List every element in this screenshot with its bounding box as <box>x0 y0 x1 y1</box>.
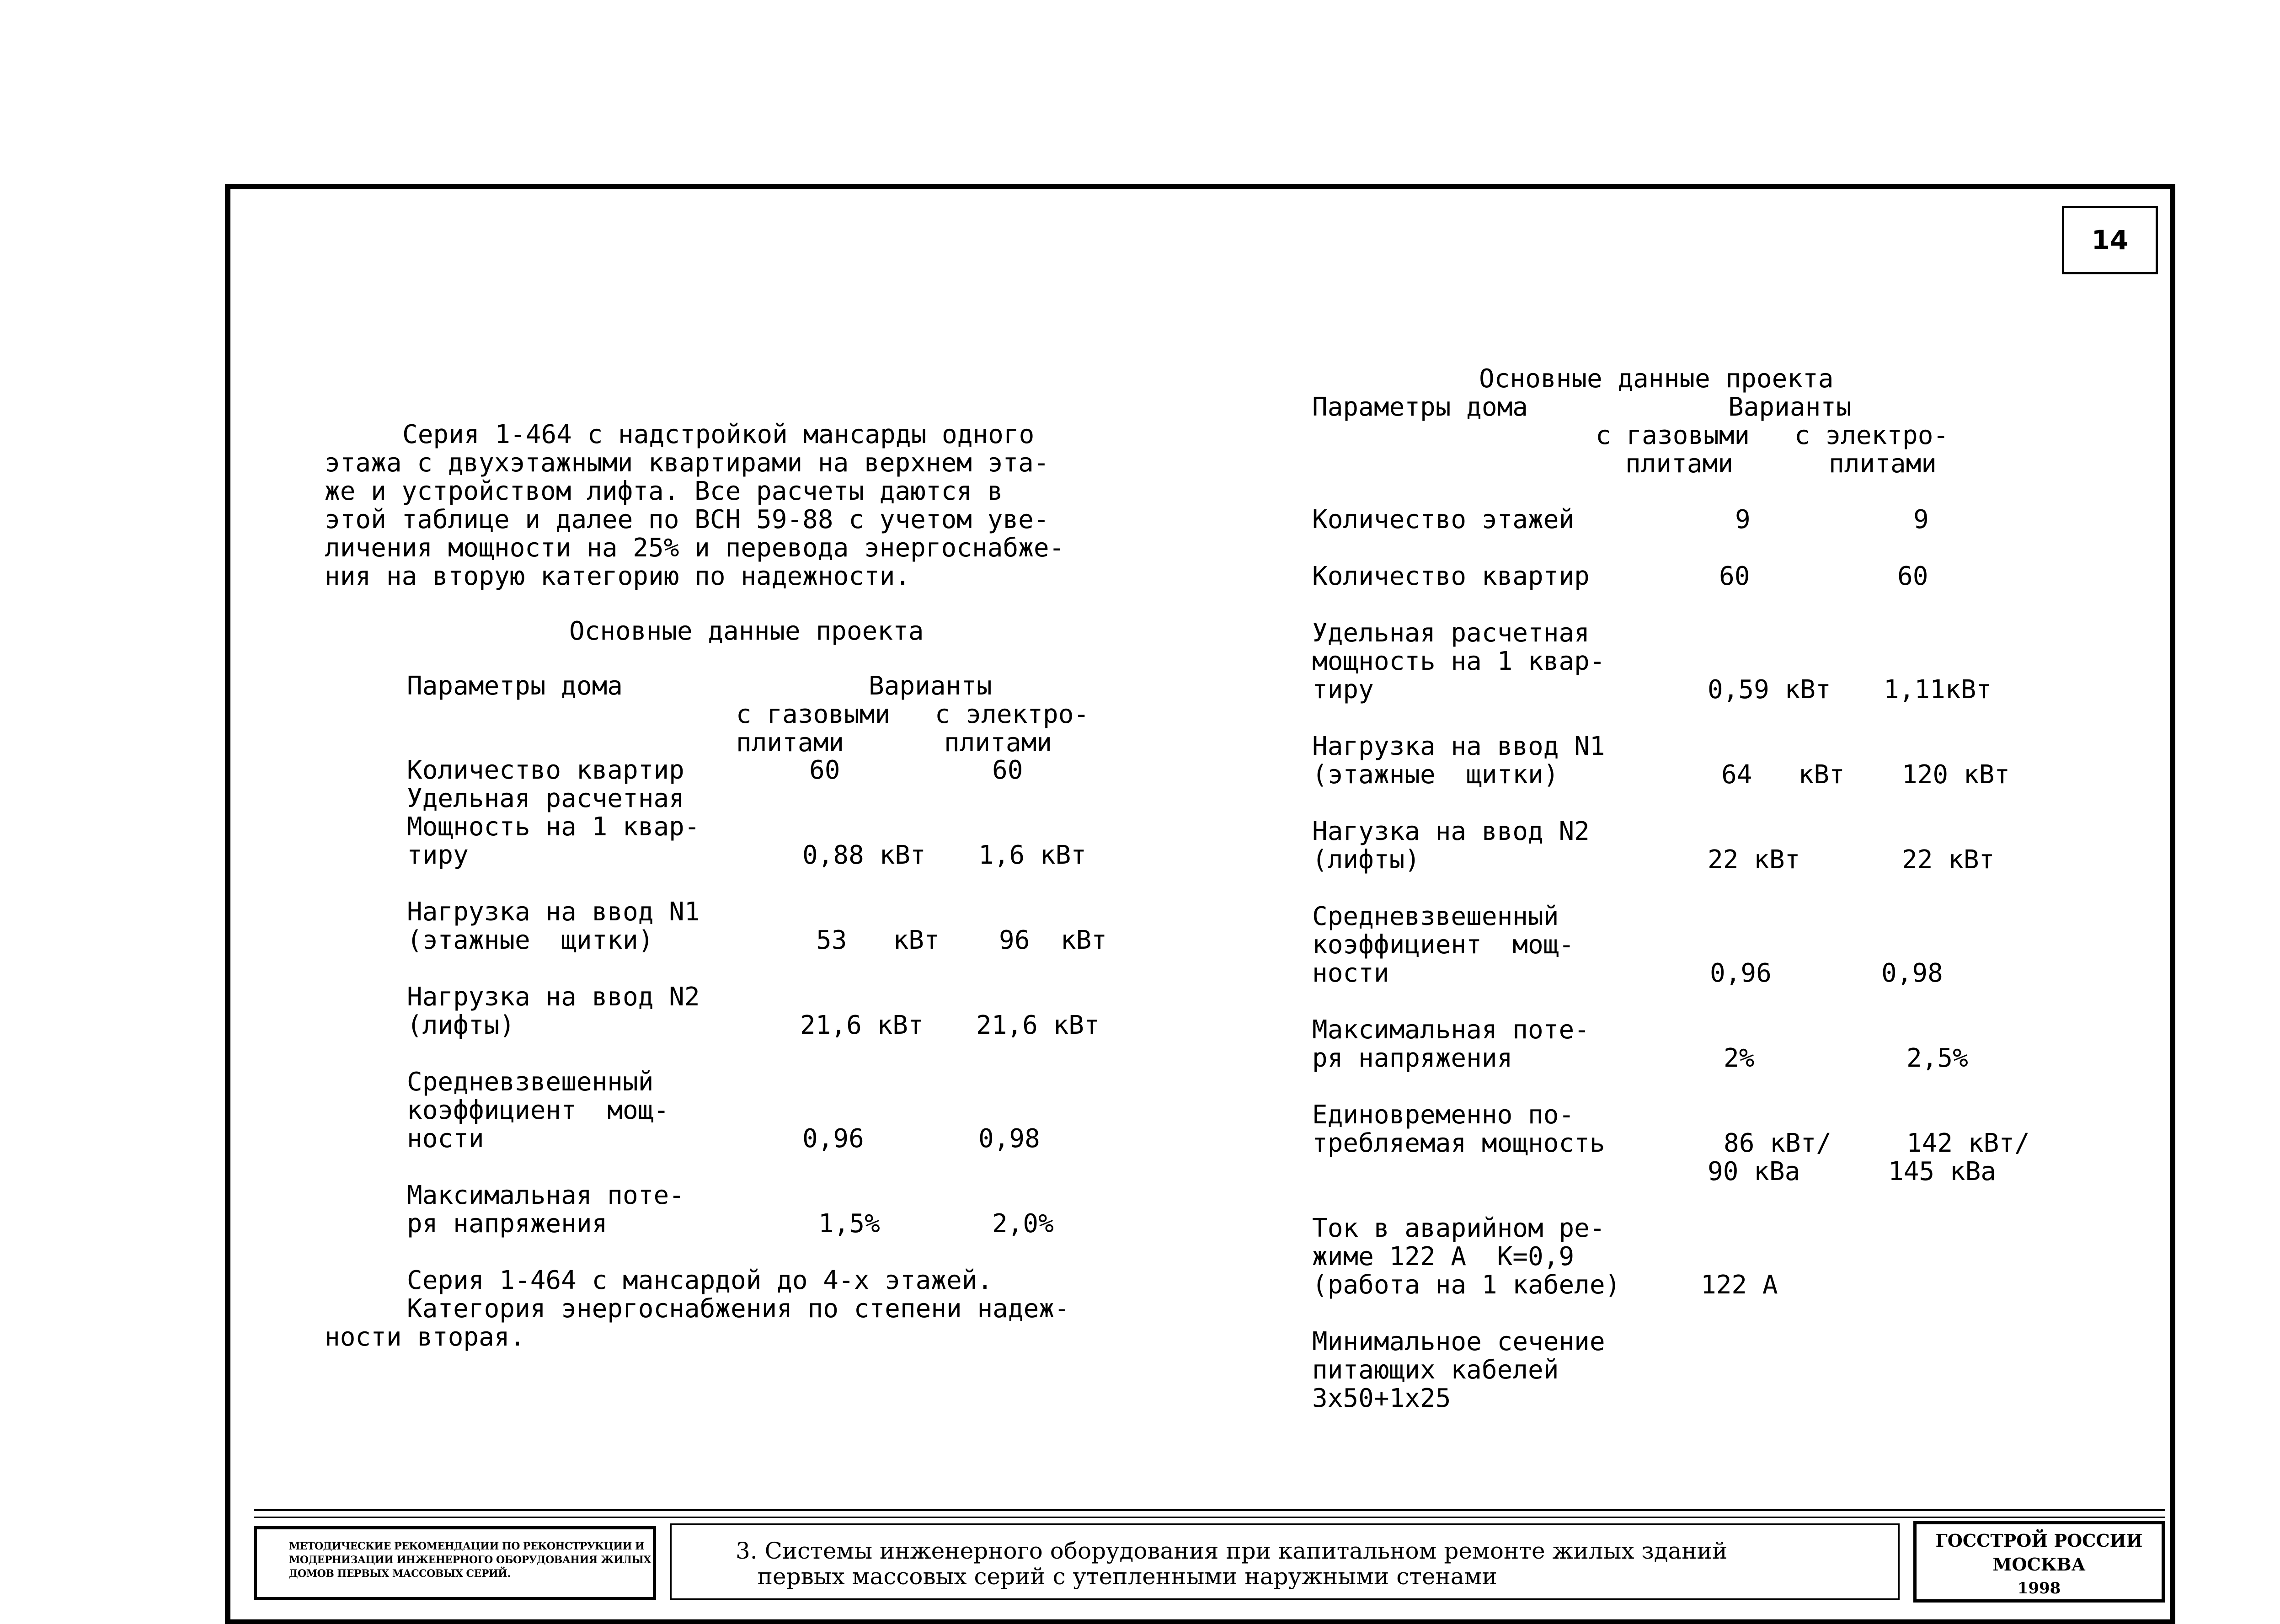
page-number: 14 <box>2062 206 2158 274</box>
left-row-label: Нагрузка на ввод N2 <box>407 982 700 1012</box>
intro-line: же и устройством лифта. Все расчеты даются в <box>325 476 1003 506</box>
right-row-label: 3х50+1х25 <box>1312 1384 1451 1413</box>
right-row-gas: 64 кВт <box>1721 760 1845 790</box>
stamp-right-year: 1998 <box>2017 1579 2061 1597</box>
right-row-label: коэффициент мощ- <box>1312 930 1575 960</box>
left-row-gas: 60 <box>809 755 840 785</box>
left-row-gas: 0,88 кВт <box>802 840 926 870</box>
intro-line: ния на вторую категорию по надежности. <box>325 561 911 591</box>
right-row-elec: 120 кВт <box>1902 760 2010 790</box>
intro-line: этой таблице и далее по ВСН 59-88 с учетом уве- <box>325 505 1049 534</box>
right-row-elec: 22 кВт <box>1902 845 1995 875</box>
right-row-label: Количество квартир <box>1312 561 1590 591</box>
right-row-gas: 9 <box>1735 505 1751 534</box>
left-row-elec: 60 <box>992 755 1023 785</box>
right-row-elec: 0,98 <box>1881 958 1943 988</box>
left-row-label: коэффициент мощ- <box>407 1095 669 1125</box>
left-row-label: Максимальная поте- <box>407 1181 684 1210</box>
stamp-left-box <box>254 1526 656 1600</box>
right-header-variants: Варианты <box>1728 392 1852 422</box>
right-header-gas: с газовыми <box>1596 421 1750 450</box>
left-header-elec: плитами <box>944 728 1052 758</box>
intro-line: этажа с двухэтажными квартирами на верхнем эта- <box>325 448 1049 478</box>
left-row-label: (этажные щитки) <box>407 925 654 955</box>
right-row-label: ности <box>1312 958 1389 988</box>
intro-line: Серия 1-464 с надстройкой мансарды одного <box>402 420 1035 449</box>
stamp-middle-box <box>670 1523 1900 1600</box>
left-row-label: Средневзвешенный <box>407 1067 654 1097</box>
left-row-label: ря напряжения <box>407 1209 608 1239</box>
title-block-rule <box>254 1509 2165 1511</box>
right-row-gas: 22 кВт <box>1708 845 1800 875</box>
left-table-title: Основные данные проекта <box>569 616 924 646</box>
right-header-params: Параметры дома <box>1312 392 1528 422</box>
right-row-elec: 9 <box>1913 505 1929 534</box>
left-row-label: ности <box>407 1124 484 1154</box>
stamp-right-line: ГОССТРОЙ РОССИИ <box>1935 1530 2143 1551</box>
left-row-label: тиру <box>407 840 469 870</box>
right-row-label: тиру <box>1312 675 1374 705</box>
right-row-label: Количество этажей <box>1312 505 1575 534</box>
stamp-left-line: ДОМОВ ПЕРВЫХ МАССОВЫХ СЕРИЙ. <box>289 1568 511 1580</box>
left-row-gas: 53 кВт <box>816 925 940 955</box>
right-table-title: Основные данные проекта <box>1479 364 1834 394</box>
right-row-label: Единовременно по- <box>1312 1100 1575 1130</box>
left-footer-line: ности вторая. <box>325 1322 525 1352</box>
right-row-label: Нагузка на ввод N2 <box>1312 817 1590 846</box>
left-header-gas: с газовыми <box>736 700 891 729</box>
right-row-label: (работа на 1 кабеле) <box>1312 1270 1621 1300</box>
left-row-elec: 2,0% <box>992 1209 1054 1239</box>
right-row-label: Максимальная поте- <box>1312 1015 1590 1045</box>
stamp-left-line: МЕТОДИЧЕСКИЕ РЕКОМЕНДАЦИИ ПО РЕКОНСТРУКЦИИ И <box>289 1540 645 1552</box>
right-row-label: Ток в аварийном ре- <box>1312 1213 1605 1243</box>
right-row-label: (этажные щитки) <box>1312 760 1559 790</box>
right-row-gas: 122 А <box>1701 1270 1778 1300</box>
right-row-elec: 1,11кВт <box>1884 675 1992 705</box>
left-header-variants: Варианты <box>869 671 992 701</box>
left-row-elec: 21,6 кВт <box>976 1010 1100 1040</box>
left-footer-line: Категория энергоснабжения по степени надеж- <box>407 1294 1070 1324</box>
right-row-gas: 90 кВа <box>1708 1157 1800 1186</box>
left-header-gas: плитами <box>736 728 844 758</box>
left-row-label: Количество квартир <box>407 755 684 785</box>
right-row-gas: 60 <box>1719 561 1750 591</box>
left-row-elec: 96 кВт <box>999 925 1107 955</box>
right-row-label: Минимальное сечение <box>1312 1327 1605 1357</box>
right-row-label: питающих кабелей <box>1312 1355 1559 1385</box>
left-row-gas: 21,6 кВт <box>800 1010 924 1040</box>
right-row-label: (лифты) <box>1312 845 1420 875</box>
right-row-elec: 142 кВт/ <box>1906 1128 2030 1158</box>
stamp-right-box <box>1913 1521 2165 1603</box>
stamp-middle-line: первых массовых серий с утепленными наружными стенами <box>736 1563 1497 1590</box>
right-row-gas: 86 кВт/ <box>1724 1128 1832 1158</box>
right-row-label: требляемая мощность <box>1312 1128 1605 1158</box>
intro-line: личения мощности на 25% и перевода энергоснабже- <box>325 533 1065 563</box>
right-row-label: Удельная расчетная <box>1312 618 1590 648</box>
left-row-label: Мощность на 1 квар- <box>407 812 700 842</box>
title-block-rule <box>254 1517 2165 1518</box>
right-row-gas: 0,96 <box>1710 958 1772 988</box>
right-header-elec: с электро- <box>1794 421 1949 450</box>
right-row-label: ря напряжения <box>1312 1043 1513 1073</box>
left-header-elec: с электро- <box>935 700 1089 729</box>
right-row-label: Средневзвешенный <box>1312 902 1559 931</box>
left-row-elec: 1,6 кВт <box>978 840 1087 870</box>
stamp-middle-line: 3. Системы инженерного оборудования при капитальном ремонте жилых зданий <box>736 1538 1728 1564</box>
right-row-elec: 60 <box>1897 561 1928 591</box>
right-row-elec: 2,5% <box>1906 1043 1968 1073</box>
left-row-gas: 0,96 <box>802 1124 864 1154</box>
right-header-elec: плитами <box>1829 449 1937 479</box>
left-row-gas: 1,5% <box>818 1209 880 1239</box>
left-footer-line: Серия 1-464 с мансардой до 4-х этажей. <box>407 1266 993 1295</box>
right-row-gas: 2% <box>1724 1043 1755 1073</box>
left-row-label: Нагрузка на ввод N1 <box>407 897 700 927</box>
left-row-label: (лифты) <box>407 1010 515 1040</box>
left-header-params: Параметры дома <box>407 671 623 701</box>
right-row-label: жиме 122 А К=0,9 <box>1312 1242 1575 1271</box>
stamp-left-line: МОДЕРНИЗАЦИИ ИНЖЕНЕРНОГО ОБОРУДОВАНИЯ ЖИЛЫХ <box>289 1554 651 1566</box>
right-row-elec: 145 кВа <box>1888 1157 1997 1186</box>
right-row-label: Нагрузка на ввод N1 <box>1312 732 1605 761</box>
right-row-gas: 0,59 кВт <box>1708 675 1831 705</box>
right-header-gas: плитами <box>1625 449 1734 479</box>
right-row-label: мощность на 1 квар- <box>1312 646 1605 676</box>
left-row-elec: 0,98 <box>978 1124 1040 1154</box>
stamp-right-line: МОСКВА <box>1992 1554 2086 1575</box>
left-row-label: Удельная расчетная <box>407 784 684 813</box>
